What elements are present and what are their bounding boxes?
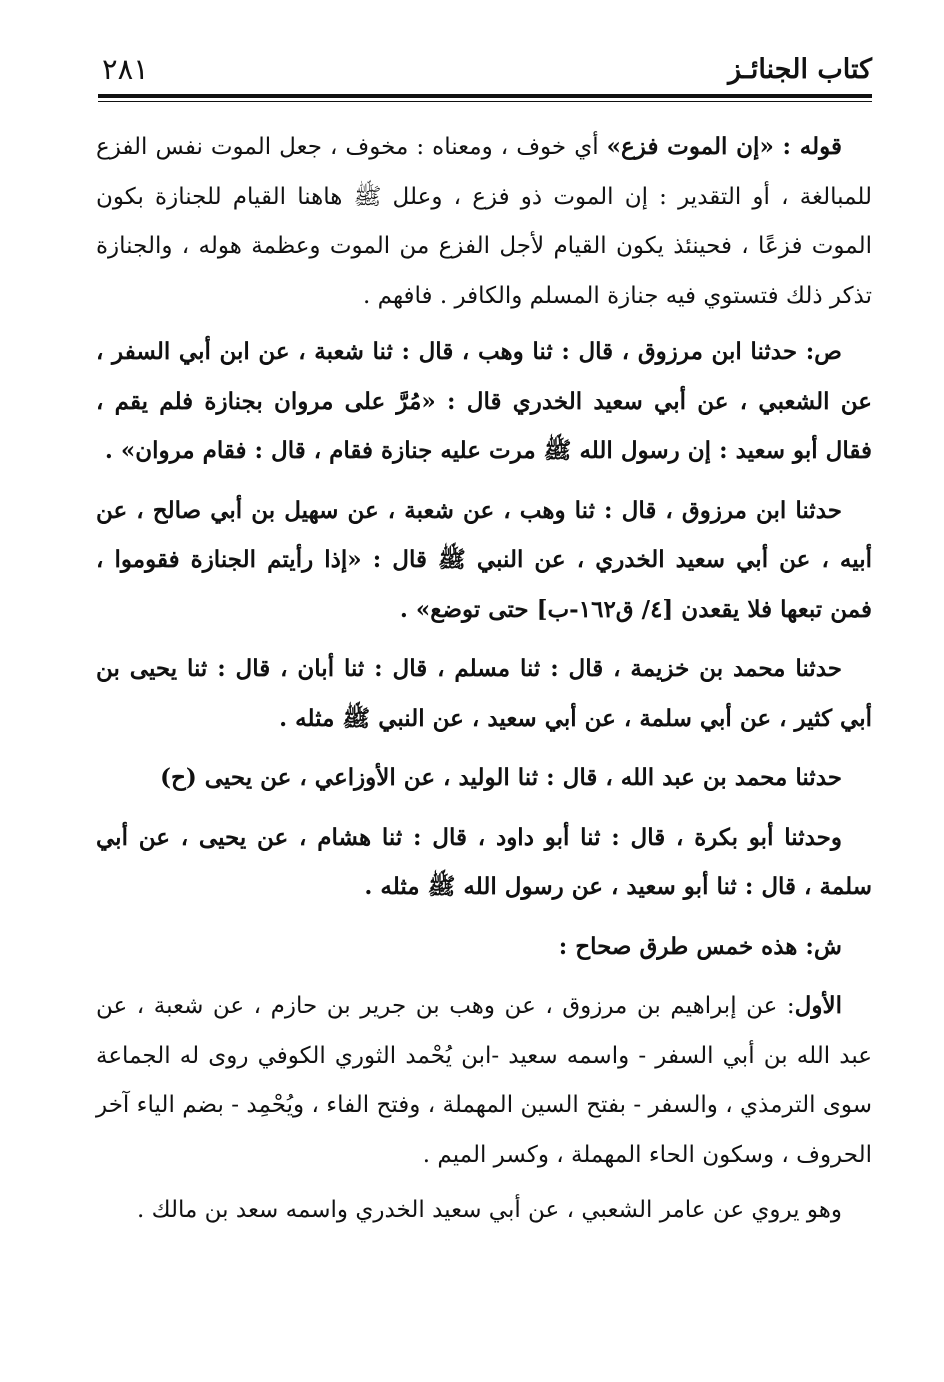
page-number: ٢٨١ <box>102 52 149 86</box>
page-body <box>96 122 872 1246</box>
commentary-paragraph-3: وهو يروي عن عامر الشعبي ، عن أبي سعيد الخدري واسمه سعد بن مالك . <box>137 1197 842 1223</box>
commentary-paragraph-2 <box>96 981 872 1180</box>
hadith-paragraph-1: ص: حدثنا ابن مرزوق ، قال : ثنا وهب ، قال : ثنا شعبة ، عن ابن أبي السفر ، عن الشعبي ، عن أبي سعيد الخدري قال : «مُرَّ على مروان بجنازة فلم يقم ، فقال أبو سعيد : إن رسول الله ﷺ مرت عليه جنازة فقام ، قال : فقام مروان» . <box>96 338 872 464</box>
hadith-paragraph-3: حدثنا محمد بن خزيمة ، قال : ثنا مسلم ، قال : ثنا أبان ، قال : ثنا يحيى بن أبي كثير ، عن أبي سلمة ، عن أبي سعيد ، عن النبي ﷺ مثله . <box>96 655 872 732</box>
commentary-heading: ش: هذه خمس طرق صحاح : <box>558 932 842 960</box>
paragraph-lead: قوله : «إن الموت فزع» <box>606 133 843 160</box>
page-header <box>98 48 872 98</box>
hadith-paragraph-5: وحدثنا أبو بكرة ، قال : ثنا أبو داود ، قال : ثنا هشام ، عن يحيى ، عن أبي سلمة ، قال : ثنا أبو سعيد ، عن رسول الله ﷺ مثله . <box>96 823 872 900</box>
hadith-paragraph-4: حدثنا محمد بن عبد الله ، قال : ثنا الوليد ، عن الأوزاعي ، عن يحيى (ح) <box>160 764 842 791</box>
header-rule-thin <box>98 101 872 102</box>
paragraph-text: أي خوف ، ومعناه : مخوف ، جعل الموت نفس الفزع للمبالغة ، أو التقدير : إن الموت ذو فزع ، وعلل ﷺ هاهنا القيام للجنازة بكون الموت فزعًا ، فحينئذ يكون القيام لأجل الفزع من الموت وعظمة هوله ، والجنازة تذكر ذلك فتستوي فيه جنازة المسلم والكافر . فافهم . <box>96 134 872 309</box>
commentary-paragraph-1 <box>96 122 872 321</box>
hadith-paragraph-2: حدثنا ابن مرزوق ، قال : ثنا وهب ، عن شعبة ، عن سهيل بن أبي صالح ، عن أبيه ، عن أبي سعيد الخدري ، عن النبي ﷺ قال : «إذا رأيتم الجنازة فقوموا ، فمن تبعها فلا يقعدن [٤/ ق١٦٢-ب] حتى توضع» . <box>96 496 872 623</box>
header-rule-thick <box>98 94 872 98</box>
paragraph-text: : عن إبراهيم بن مرزوق ، عن وهب بن جرير بن حازم ، عن شعبة ، عن عبد الله بن أبي السفر - واسمه سعيد -ابن يُحْمد الثوري الكوفي روى له الجماعة سوى الترمذي ، والسفر - بفتح السين المهملة ، وفتح الفاء ، ويُحْمِد - بضم الياء آخر الحروف ، وسكون الحاء المهملة ، وكسر الميم . <box>96 993 872 1168</box>
paragraph-lead: الأول <box>794 992 842 1019</box>
book-title: كتاب الجنائـز <box>728 54 872 85</box>
